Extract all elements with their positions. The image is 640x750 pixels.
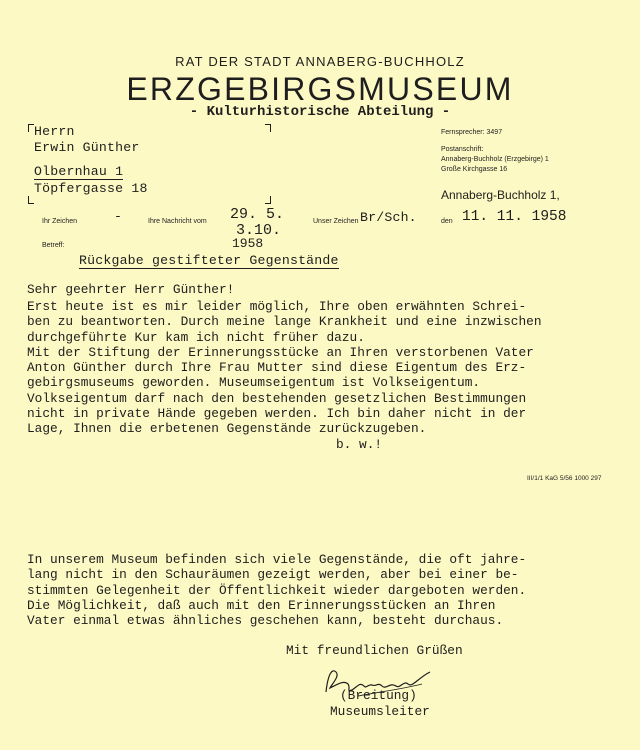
place-of-writing: Annaberg-Buchholz 1, — [441, 188, 560, 202]
ihr-zeichen-label: Ihr Zeichen — [42, 218, 78, 225]
greeting: Sehr geehrter Herr Günther! — [27, 282, 235, 297]
date-label: den — [441, 218, 453, 225]
nachricht-date-second: 3.10. — [236, 222, 282, 239]
paragraph-line: Anton Günther durch Ihre Frau Mutter sind diese Eigentum des Erz- — [27, 360, 527, 376]
corner-mark-bottom-right — [265, 196, 271, 204]
postal-street: Große Kirchgasse 16 — [441, 166, 508, 173]
paragraph-line: Mit der Stiftung der Erinnerungsstücke an Ihren verstorbenen Vater — [27, 344, 534, 360]
subject-line: Rückgabe gestifteter Gegenstände — [79, 253, 339, 268]
recipient-town: Olbernhau 1 — [34, 164, 124, 179]
paragraph-1 — [27, 299, 542, 437]
recipient-street: Töpfergasse 18 — [34, 181, 148, 196]
ihr-zeichen-value: - — [114, 209, 123, 224]
postal-label: Postanschrift: — [441, 146, 484, 153]
department-subtitle: - Kulturhistorische Abteilung - — [189, 104, 451, 120]
nachricht-date: 29. 5. — [230, 206, 285, 223]
paragraph-line: durchgeführte Kur kam ich nicht früher dazu. — [27, 329, 365, 345]
paragraph-line: ben zu beantworten. Durch meine lange Krankheit und eine inzwischen — [27, 314, 542, 330]
paragraph-line: Volkseigentum darf nach den bestehenden gesetzlichen Bestimmungen — [27, 390, 527, 406]
betreff-label: Betreff: — [42, 242, 65, 249]
postal-city: Annaberg-Buchholz (Erzgebirge) 1 — [441, 156, 549, 163]
nachricht-label: Ihre Nachricht vom — [148, 218, 207, 225]
paragraph-line: stimmten Gelegenheit der Öffentlichkeit wieder dargeboten werden. — [27, 582, 527, 598]
paragraph-line: lang nicht in den Schauräumen gezeigt werden, aber bei einer be- — [27, 567, 519, 583]
recipient-salutation: Herrn — [34, 124, 75, 139]
paragraph-line: Lage, Ihnen die erbetenen Gegenstände zurückzugeben. — [27, 421, 427, 437]
unser-zeichen-value: Br/Sch. — [360, 210, 417, 225]
letter-date: 11. 11. 1958 — [462, 209, 567, 225]
recipient-name: Erwin Günther — [34, 140, 140, 155]
paragraph-line: gebirgsmuseums geworden. Museumseigentum ist Volkseigentum. — [27, 375, 481, 391]
unser-zeichen-label: Unser Zeichen — [313, 218, 359, 225]
form-code: III/1/1 KaG 5/56 1000 297 — [527, 475, 602, 482]
paragraph-2 — [27, 552, 526, 628]
paragraph-line: Die Möglichkeit, daß auch mit den Erinnerungsstücken an Ihren — [27, 597, 496, 613]
turn-over-note: b. w.! — [336, 437, 383, 452]
phone-number: Fernsprecher: 3497 — [441, 129, 503, 136]
corner-mark-bottom-left — [28, 196, 34, 204]
corner-mark-top-right — [265, 124, 271, 132]
council-heading: RAT DER STADT ANNABERG-BUCHHOLZ — [175, 54, 465, 69]
signer-title: Museumsleiter — [330, 704, 430, 719]
museum-title: ERZGEBIRGSMUSEUM — [126, 71, 514, 107]
paragraph-line: Erst heute ist es mir leider möglich, Ihre oben erwähnten Schrei- — [27, 299, 527, 314]
paragraph-line: In unserem Museum befinden sich viele Gegenstände, die oft jahre- — [27, 552, 527, 567]
paragraph-line: nicht in private Hände gegeben werden. Ich bin daher nicht in der — [27, 406, 527, 422]
nachricht-year: 1958 — [232, 236, 264, 251]
signer-name: (Breitung) — [340, 688, 417, 703]
paragraph-line: Vater einmal etwas ähnliches geschehen kann, besteht durchaus. — [27, 613, 504, 629]
closing-phrase: Mit freundlichen Grüßen — [286, 643, 463, 658]
